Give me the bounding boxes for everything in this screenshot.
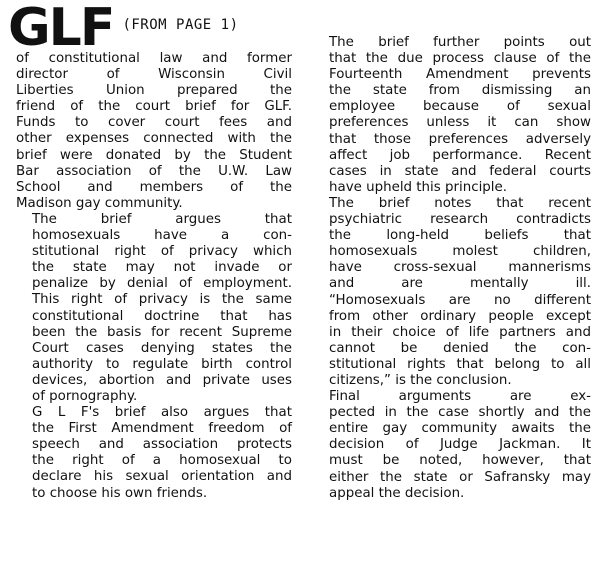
text-line: The brief further points out [329, 35, 591, 50]
text-line: penalize by denial of employment. [32, 276, 292, 292]
right-column [313, 35, 591, 502]
text-line: employee because of sexual [329, 99, 591, 115]
text-line: that the due process clause of the [329, 51, 591, 67]
text-line: School and members of the [16, 179, 292, 195]
text-line: homosexuals have a con- [32, 228, 292, 244]
text-line: of pornography. [32, 388, 138, 404]
text-line: either the state or Safransky may [329, 469, 591, 485]
text-line: been the basis for recent Supreme [32, 324, 292, 340]
right-column-paragraph [313, 35, 591, 196]
continued-from-label: (FROM PAGE 1) [122, 17, 239, 33]
text-line: “Homosexuals are no different [329, 292, 591, 308]
text-line: have upheld this principle. [329, 179, 508, 195]
left-column-paragraph [16, 51, 292, 212]
text-line: Liberties Union prepared the [16, 83, 292, 99]
text-line: authority to regulate birth control [32, 356, 292, 372]
text-line: the state may not invade or [32, 260, 292, 276]
left-column [16, 51, 292, 502]
text-line: The brief notes that recent [329, 195, 591, 211]
text-line: G L F's brief also argues that [32, 405, 292, 421]
text-line: must be noted, however, that [329, 453, 591, 469]
text-line: stitutional right of privacy which [32, 244, 292, 260]
text-line: homosexuals molest children, [329, 244, 591, 260]
text-line: friend of the court brief for GLF. [16, 99, 292, 115]
text-line: pected in the case shortly and the [329, 405, 591, 421]
text-line: preferences unless it can show [329, 115, 591, 131]
text-line: of constitutional law and former [16, 51, 292, 66]
right-column-paragraph [313, 389, 591, 502]
text-line: the right of a homosexual to [32, 453, 292, 469]
text-line: appeal the decision. [329, 485, 465, 501]
text-line: stitutional rights that belong to all [329, 356, 591, 372]
text-line: psychiatric research contradicts [329, 212, 591, 228]
text-line: the state from dismissing an [329, 83, 591, 99]
text-line: Bar association of the U.W. Law [16, 163, 292, 179]
text-line: and are mentally ill. [329, 276, 591, 292]
text-line: declare his sexual orientation and [32, 469, 292, 485]
text-line: cases in state and federal courts [329, 163, 591, 179]
text-line: The brief argues that [32, 211, 292, 227]
text-line: devices, abortion and private uses [32, 372, 292, 388]
text-line: This right of privacy is the same [32, 292, 292, 308]
text-line: speech and association protects [32, 437, 292, 453]
text-line: entire gay community awaits the [329, 421, 591, 437]
text-line: from other ordinary people except [329, 308, 591, 324]
headline-title: GLF [8, 0, 114, 58]
text-line: constitutional doctrine that has [32, 308, 292, 324]
text-line: citizens,” is the conclusion. [329, 372, 512, 388]
text-line: affect job performance. Recent [329, 147, 591, 163]
right-column-paragraph [313, 196, 591, 389]
text-line: Final arguments are ex- [329, 389, 591, 405]
headline [8, 0, 239, 58]
text-line: that those preferences adversely [329, 131, 591, 147]
text-line: brief were donated by the Student [16, 147, 292, 163]
text-line: to choose his own friends. [32, 485, 208, 501]
text-line: Fourteenth Amendment prevents [329, 67, 591, 83]
text-line: director of Wisconsin Civil [16, 67, 292, 83]
text-line: Madison gay community. [16, 195, 183, 211]
text-line: in their choice of life partners and [329, 324, 591, 340]
text-line: other expenses connected with the [16, 131, 292, 147]
left-column-paragraph [16, 405, 292, 502]
text-line: Court cases denying states the [32, 340, 292, 356]
left-column-paragraph [16, 212, 292, 405]
text-line: the First Amendment freedom of [32, 421, 292, 437]
text-line: Funds to cover court fees and [16, 115, 292, 131]
text-line: the long-held beliefs that [329, 228, 591, 244]
text-line: decision of Judge Jackman. It [329, 437, 591, 453]
text-line: cannot be denied the con- [329, 340, 591, 356]
text-line: have cross-sexual mannerisms [329, 260, 591, 276]
